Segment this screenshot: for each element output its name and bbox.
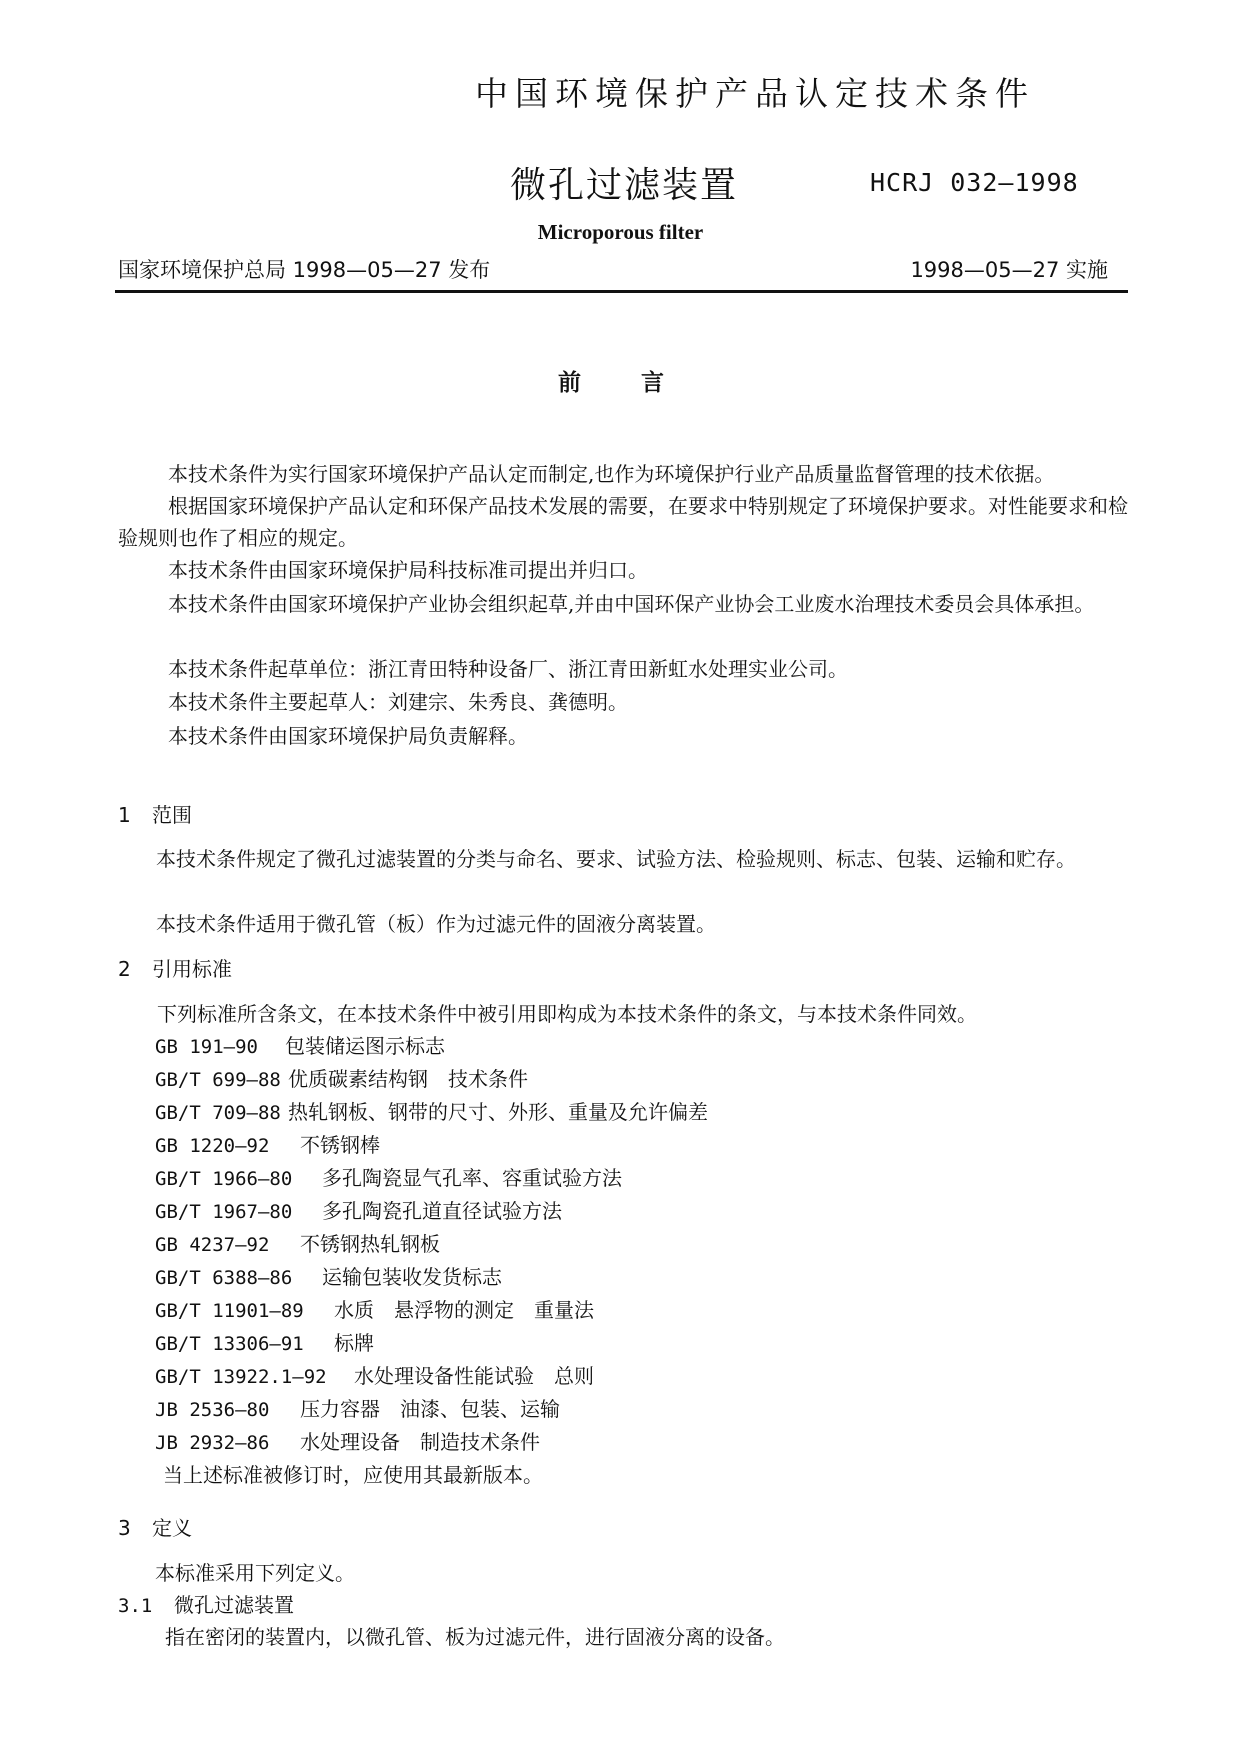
- standard-name: 标牌: [334, 1331, 374, 1355]
- document-code: HCRJ 032—1998: [870, 168, 1079, 197]
- standard-item: [155, 1063, 528, 1096]
- section-title: 引用标准: [152, 957, 232, 981]
- subsection-number: 3.1: [118, 1595, 153, 1617]
- standard-name: 压力容器 油漆、包装、运输: [300, 1397, 560, 1421]
- scope-paragraph: 本技术条件适用于微孔管（板）作为过滤元件的固液分离装置。: [156, 912, 716, 936]
- foreword-paragraph: 根据国家环境保护产品认定和环保产品技术发展的需要，在要求中特别规定了环境保护要求。对性能要求和检验规则也作了相应的规定。: [118, 494, 1128, 550]
- scope-paragraph: 本技术条件规定了微孔过滤装置的分类与命名、要求、试验方法、检验规则、标志、包装、运输和贮存。: [156, 847, 1076, 871]
- standard-item: [155, 1261, 502, 1294]
- document-title: 微孔过滤装置: [510, 165, 739, 206]
- standard-item: [155, 1327, 374, 1360]
- foreword-paragraph: 本技术条件起草单位：浙江青田特种设备厂、浙江青田新虹水处理实业公司。: [168, 657, 848, 681]
- foreword-paragraph: 本技术条件由国家环境保护局科技标准司提出并归口。: [168, 558, 648, 582]
- section-number: 3: [118, 1516, 131, 1540]
- standard-name: 不锈钢热轧钢板: [300, 1232, 440, 1256]
- standard-name: 运输包装收发货标志: [322, 1265, 502, 1289]
- standard-code: GB/T 1967—80: [155, 1201, 293, 1223]
- section-heading-scope: [118, 799, 192, 831]
- standard-name: 多孔陶瓷孔道直径试验方法: [322, 1199, 562, 1223]
- standard-item: [155, 1393, 560, 1426]
- standard-name: 水处理设备 制造技术条件: [300, 1430, 540, 1454]
- standard-code: GB/T 699—88: [155, 1069, 281, 1091]
- standard-name: 热轧钢板、钢带的尺寸、外形、重量及允许偏差: [288, 1100, 708, 1124]
- subsection-heading: [118, 1589, 294, 1622]
- standard-name: 水质 悬浮物的测定 重量法: [334, 1298, 594, 1322]
- standard-name: 包装储运图示标志: [285, 1034, 445, 1058]
- standard-item: [155, 1030, 445, 1063]
- section-number: 1: [118, 803, 131, 827]
- standard-code: GB/T 11901—89: [155, 1300, 304, 1322]
- definition-text: 指在密闭的装置内，以微孔管、板为过滤元件，进行固液分离的设备。: [165, 1625, 785, 1649]
- standard-name: 水处理设备性能试验 总则: [354, 1364, 594, 1388]
- standard-item: [155, 1096, 708, 1129]
- references-note: 当上述标准被修订时，应使用其最新版本。: [163, 1463, 543, 1487]
- standard-code: GB/T 709—88: [155, 1102, 281, 1124]
- standard-item: [155, 1294, 594, 1327]
- standard-code: GB/T 6388—86: [155, 1267, 293, 1289]
- standard-name: 不锈钢棒: [300, 1133, 380, 1157]
- standard-item: [155, 1426, 540, 1459]
- standard-item: [155, 1228, 440, 1261]
- foreword-paragraph: 本技术条件为实行国家环境保护产品认定而制定,也作为环境保护行业产品质量监督管理的技术依据。: [168, 462, 1055, 486]
- header-divider: [115, 290, 1128, 293]
- section-title: 定义: [152, 1516, 192, 1540]
- standard-name: 优质碳素结构钢 技术条件: [288, 1067, 528, 1091]
- standard-code: GB/T 1966—80: [155, 1168, 293, 1190]
- standard-code: GB 191—90: [155, 1036, 258, 1058]
- standard-item: [155, 1129, 380, 1162]
- standard-code: GB 4237—92: [155, 1234, 270, 1256]
- standard-code: JB 2932—86: [155, 1432, 270, 1454]
- issue-line: 国家环境保护总局 1998—05—27 发布: [118, 258, 491, 282]
- standard-item: [155, 1162, 622, 1195]
- section-number: 2: [118, 957, 131, 981]
- subsection-title: 微孔过滤装置: [174, 1593, 294, 1617]
- foreword-paragraph: 本技术条件由国家环境保护局负责解释。: [168, 724, 528, 748]
- standard-code: JB 2536—80: [155, 1399, 270, 1421]
- definitions-intro: 本标准采用下列定义。: [155, 1561, 355, 1585]
- english-title: Microporous filter: [537, 220, 704, 244]
- foreword-paragraph: 本技术条件主要起草人：刘建宗、朱秀良、龚德明。: [168, 690, 628, 714]
- section-heading-definitions: [118, 1512, 192, 1544]
- series-title: 中国环境保护产品认定技术条件: [475, 74, 1035, 113]
- standard-code: GB/T 13922.1—92: [155, 1366, 327, 1388]
- standard-item: [155, 1195, 562, 1228]
- section-heading-references: [118, 953, 232, 985]
- references-intro: 下列标准所含条文，在本技术条件中被引用即构成为本技术条件的条文，与本技术条件同效。: [157, 1002, 977, 1026]
- standard-code: GB/T 13306—91: [155, 1333, 304, 1355]
- section-title: 范围: [152, 803, 192, 827]
- standard-code: GB 1220—92: [155, 1135, 270, 1157]
- foreword-title: 前言: [558, 370, 724, 396]
- effective-date: 1998—05—27 实施: [910, 258, 1108, 282]
- standard-item: [155, 1360, 594, 1393]
- standard-name: 多孔陶瓷显气孔率、容重试验方法: [322, 1166, 622, 1190]
- foreword-paragraph: 本技术条件由国家环境保护产业协会组织起草,并由中国环保产业协会工业废水治理技术委员会具体承担。: [168, 592, 1095, 616]
